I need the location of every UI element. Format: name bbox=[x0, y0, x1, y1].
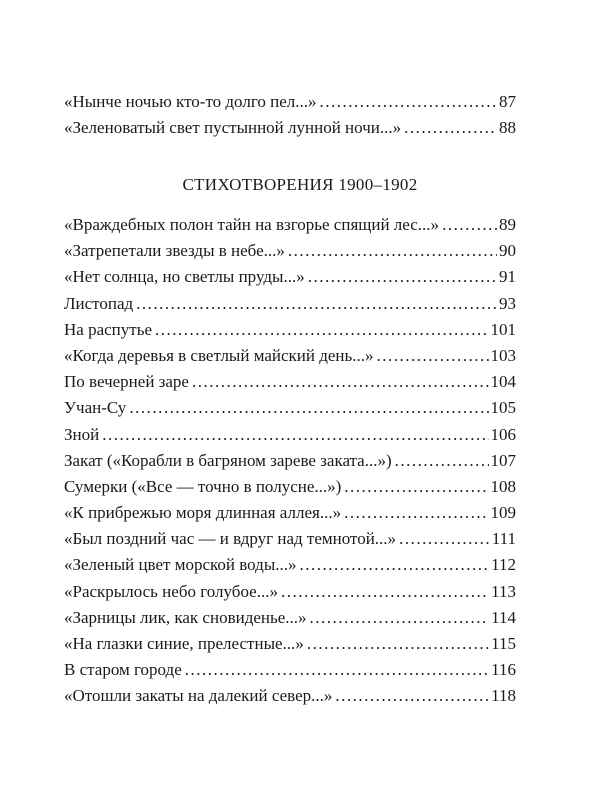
toc-entry-page: 89 bbox=[499, 215, 516, 234]
section-heading: СТИХОТВОРЕНИЯ 1900–1902 bbox=[182, 175, 418, 194]
toc-entry[interactable] bbox=[64, 89, 516, 115]
toc-entry-title: «Затрепетали звезды в небе...» bbox=[64, 241, 285, 261]
toc-entry-title: «На глазки синие, прелестные...» bbox=[64, 634, 304, 653]
toc-entry-page: 107 bbox=[490, 450, 516, 470]
toc-entry-page: 87 bbox=[499, 92, 516, 111]
toc-entry[interactable] bbox=[64, 631, 516, 657]
toc-entry-page: 118 bbox=[491, 686, 516, 706]
toc-entry-title: Листопад bbox=[64, 293, 134, 313]
dot-leader bbox=[377, 343, 489, 369]
dot-leader bbox=[404, 115, 497, 141]
toc-entry[interactable] bbox=[64, 264, 516, 290]
dot-leader bbox=[344, 474, 488, 500]
toc-entry-page: 91 bbox=[499, 267, 516, 287]
dot-leader bbox=[307, 631, 489, 657]
toc-section-list bbox=[64, 212, 516, 710]
toc-entry-page: 116 bbox=[491, 660, 516, 680]
toc-entry[interactable] bbox=[64, 369, 516, 395]
toc-entry[interactable] bbox=[64, 500, 516, 526]
toc-entry-title: «Враждебных полон тайн на взгорье спящий лес...» bbox=[64, 215, 440, 234]
dot-leader bbox=[288, 238, 497, 264]
toc-entry[interactable] bbox=[64, 238, 516, 264]
toc-entry-title: «Раскрылось небо голубое...» bbox=[64, 581, 278, 601]
dot-leader bbox=[129, 395, 488, 421]
toc-entry[interactable] bbox=[64, 422, 516, 448]
toc-entry[interactable] bbox=[64, 683, 516, 709]
toc-entry-title: Зной bbox=[64, 424, 100, 444]
toc-entry-title: На распутье bbox=[64, 319, 152, 339]
dot-leader bbox=[310, 605, 490, 631]
toc-entry-page: 88 bbox=[499, 118, 516, 138]
dot-leader bbox=[308, 264, 497, 290]
dot-leader bbox=[300, 552, 490, 578]
dot-leader bbox=[155, 317, 489, 343]
dot-leader bbox=[399, 526, 490, 552]
toc-entry-title: «Зеленоватый свет пустынной лунной ночи...» bbox=[64, 118, 402, 138]
toc-entry-title: По вечерней заре bbox=[64, 372, 189, 392]
toc-entry-page: 106 bbox=[490, 424, 516, 444]
toc-entry-title: Сумерки («Все — точно в полусне...») bbox=[64, 476, 342, 496]
toc-entry-title: «Зеленый цвет морской воды...» bbox=[64, 555, 297, 575]
toc-entry[interactable] bbox=[64, 115, 516, 141]
toc-entry-page: 108 bbox=[490, 476, 516, 496]
toc-entry-page: 105 bbox=[490, 398, 516, 418]
toc-entry[interactable] bbox=[64, 291, 516, 317]
toc-entry-title: «Отошли закаты на далекий север...» bbox=[64, 686, 333, 706]
toc-entry-page: 109 bbox=[490, 503, 516, 523]
toc-entry[interactable] bbox=[64, 448, 516, 474]
dot-leader bbox=[136, 291, 497, 317]
toc-entry[interactable] bbox=[64, 474, 516, 500]
toc-entry[interactable] bbox=[64, 579, 516, 605]
dot-leader bbox=[185, 657, 489, 683]
toc-entry-title: «Нет солнца, но светлы пруды...» bbox=[64, 267, 305, 287]
toc-entry[interactable] bbox=[64, 395, 516, 421]
dot-leader bbox=[335, 683, 489, 709]
toc-entry-title: «Нынче ночью кто-то долго пел...» bbox=[64, 92, 317, 111]
toc-entry-title: «К прибрежью моря длинная аллея...» bbox=[64, 503, 342, 523]
toc-entry-title: «Зарницы лик, как сновиденье...» bbox=[64, 607, 307, 627]
toc-entry-page: 104 bbox=[490, 372, 516, 392]
toc-entry-title: «Когда деревья в светлый майский день...» bbox=[64, 345, 374, 365]
toc-entry-title: Закат («Корабли в багряном зареве заката...») bbox=[64, 450, 392, 470]
dot-leader bbox=[442, 212, 497, 238]
toc-entry[interactable] bbox=[64, 317, 516, 343]
dot-leader bbox=[281, 579, 489, 605]
toc-entry-page: 90 bbox=[499, 241, 516, 261]
toc-entry[interactable] bbox=[64, 605, 516, 631]
dot-leader bbox=[344, 500, 488, 526]
toc-entry-page: 93 bbox=[499, 293, 516, 313]
toc-entry[interactable] bbox=[64, 552, 516, 578]
toc-entry[interactable] bbox=[64, 343, 516, 369]
toc-entry-page: 103 bbox=[490, 345, 516, 365]
toc-entry[interactable] bbox=[64, 526, 516, 552]
toc-continued-list bbox=[64, 89, 516, 141]
dot-leader bbox=[320, 89, 498, 115]
dot-leader bbox=[395, 448, 489, 474]
toc-entry-page: 112 bbox=[491, 555, 516, 575]
toc-entry-page: 111 bbox=[491, 529, 516, 549]
toc-entry[interactable] bbox=[64, 212, 516, 238]
toc-entry-title: В старом городе bbox=[64, 660, 182, 680]
toc-entry-page: 114 bbox=[491, 607, 516, 627]
toc-entry-page: 101 bbox=[490, 319, 516, 339]
dot-leader bbox=[102, 422, 488, 448]
toc-entry-title: Учан-Су bbox=[64, 398, 127, 418]
dot-leader bbox=[192, 369, 489, 395]
toc-entry[interactable] bbox=[64, 657, 516, 683]
toc-entry-page: 113 bbox=[491, 581, 516, 601]
toc-entry-title: «Был поздний час — и вдруг над темнотой...» bbox=[64, 529, 397, 549]
toc-entry-page: 115 bbox=[491, 634, 516, 653]
